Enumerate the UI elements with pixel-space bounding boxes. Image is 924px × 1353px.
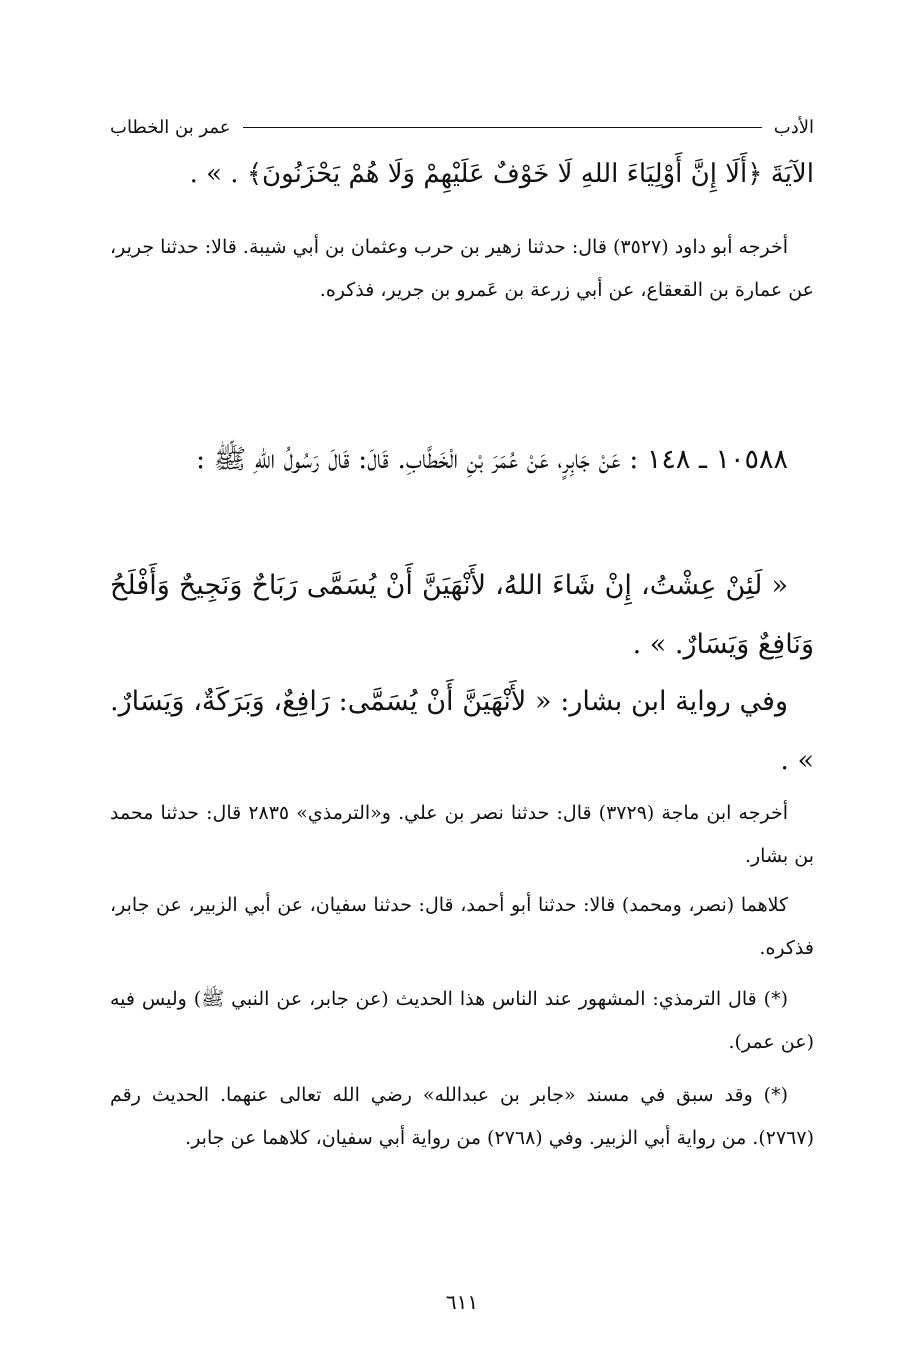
header-rule bbox=[243, 127, 762, 128]
takhrij-ibn-majah: أخرجه ابن ماجة (٣٧٢٩) قال: حدثنا نصر بن علي. و«الترمذي» ٢٨٣٥ قال: حدثنا محمد بن بشار. bbox=[110, 802, 814, 867]
hadith-heading: ١٠٥٨٨ ـ ١٤٨ : عَنْ جَابِرٍ، عَنْ عُمَرَ بْنِ الْخَطَّابِ. قَالَ: قَالَ رَسُولُ اللهِ ﷺ : bbox=[196, 444, 788, 475]
header-section: الأدب bbox=[773, 116, 814, 138]
riwaya-ibn-bashar: وفي رواية ابن بشار: « لأَنْهَيَنَّ أَنْ يُسَمَّى: رَافِعٌ، وَبَرَكَةٌ، وَيَسَارٌ. » . bbox=[110, 686, 814, 776]
hadith-text: « لَئِنْ عِشْتُ، إِنْ شَاءَ اللهُ، لأَنْهَيَنَّ أَنْ يُسَمَّى رَبَاحٌ وَنَجِيحٌ وَأَفْلَحُ وَنَافِعٌ وَيَسَارٌ. » . bbox=[110, 570, 814, 660]
note-tirmidhi: (*) قال الترمذي: المشهور عند الناس هذا الحديث (عن جابر، عن النبي ﷺ) وليس فيه (عن عمر). bbox=[110, 988, 814, 1053]
chain-both: كلاهما (نصر، ومحمد) قالا: حدثنا أبو أحمد، قال: حدثنا سفيان، عن أبي الزبير، عن جابر، فذكره. bbox=[110, 894, 814, 959]
note-cross-reference: (*) وقد سبق في مسند «جابر بن عبدالله» رضي الله تعالى عنهما. الحديث رقم (٢٧٦٧). من رواية أبي الزبير. وفي (٢٧٦٨) من رواية أبي سفيان، كلاهما عن جابر. bbox=[110, 1084, 814, 1149]
page-number: ٦١١ bbox=[445, 1290, 479, 1314]
quran-verse-end: الآيَةَ ﴿أَلَا إِنَّ أَوْلِيَاءَ اللهِ لَا خَوْفٌ عَلَيْهِمْ وَلَا هُمْ يَحْزَنُونَ﴾ . » . bbox=[189, 159, 814, 189]
header-narrator: عمر بن الخطاب bbox=[110, 116, 231, 138]
takhrij-abu-dawud: أخرجه أبو داود (٣٥٢٧) قال: حدثنا زهير بن حرب وعثمان بن أبي شيبة. قالا: حدثنا جرير، عن عمارة بن القعقاع، عن أبي زرعة بن عَمرو بن جرير، فذكره. bbox=[110, 236, 814, 301]
running-header bbox=[110, 112, 814, 142]
